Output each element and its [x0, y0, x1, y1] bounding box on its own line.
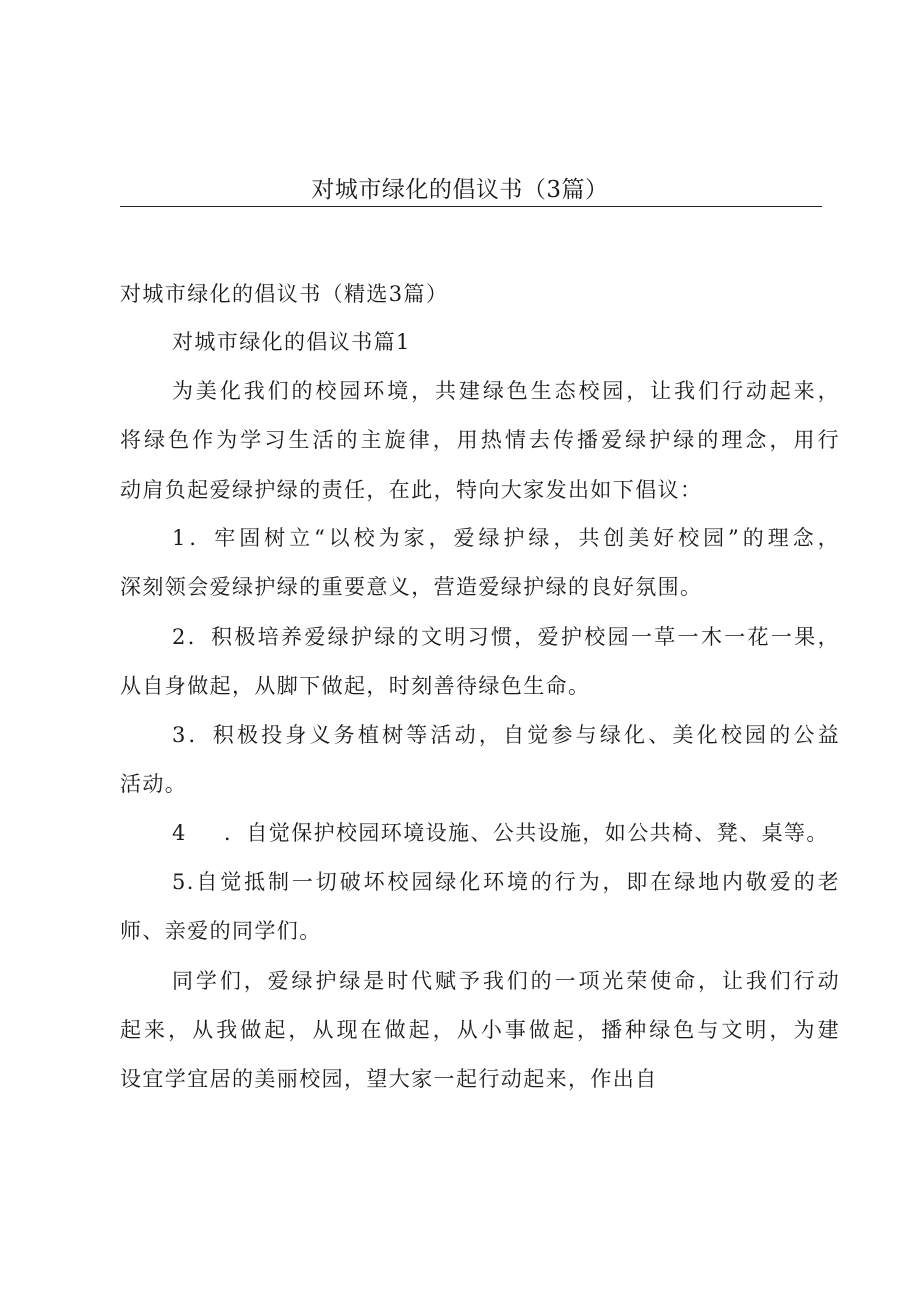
item-1-line-2: 深刻领会爱绿护绿的重要意义，营造爱绿护绿的良好氛围。	[120, 575, 703, 599]
item-4-text: ．自觉保护校园环境设施、公共设施，如公共椅、凳、桌等。	[224, 821, 829, 845]
item-1-line-1: 1．牢固树立“以校为家，爱绿护绿，共创美好校园”的理念，	[172, 526, 840, 550]
title-underline	[120, 206, 822, 207]
section-heading: 对城市绿化的倡议书篇1	[172, 330, 411, 354]
item-2-line-2: 从自身做起，从脚下做起，时刻善待绿色生命。	[120, 674, 591, 698]
paragraph-1-line-3: 动肩负起爱绿护绿的责任，在此，特向大家发出如下倡议：	[120, 478, 703, 502]
closing-line-3: 设宜学宜居的美丽校园，望大家一起行动起来，作出自	[120, 1067, 658, 1091]
item-5-line-1: 5.自觉抵制一切破坏校园绿化环境的行为，即在绿地内敬爱的老	[172, 870, 840, 894]
item-3-line-2: 活动。	[120, 772, 188, 796]
paragraph-1-line-2: 将绿色作为学习生活的主旋律，用热情去传播爱绿护绿的理念，用行	[120, 428, 840, 452]
intro-line: 对城市绿化的倡议书（精选3篇）	[120, 282, 449, 306]
closing-line-2: 起来，从我做起，从现在做起，从小事做起，播种绿色与文明，为建	[120, 1018, 840, 1042]
item-3-line-1: 3．积极投身义务植树等活动，自觉参与绿化、美化校园的公益	[172, 723, 840, 747]
paragraph-1-line-1: 为美化我们的校园环境，共建绿色生态校园，让我们行动起来，	[172, 379, 840, 403]
page-title: 对城市绿化的倡议书（3篇）	[311, 177, 609, 203]
item-4-number: 4	[172, 821, 187, 845]
item-2-line-1: 2．积极培养爱绿护绿的文明习惯，爱护校园一草一木一花一果，	[172, 625, 840, 649]
item-4	[172, 818, 840, 848]
closing-line-1: 同学们，爱绿护绿是时代赋予我们的一项光荣使命，让我们行动	[172, 969, 840, 993]
item-5-line-2: 师、亲爱的同学们。	[120, 919, 322, 943]
